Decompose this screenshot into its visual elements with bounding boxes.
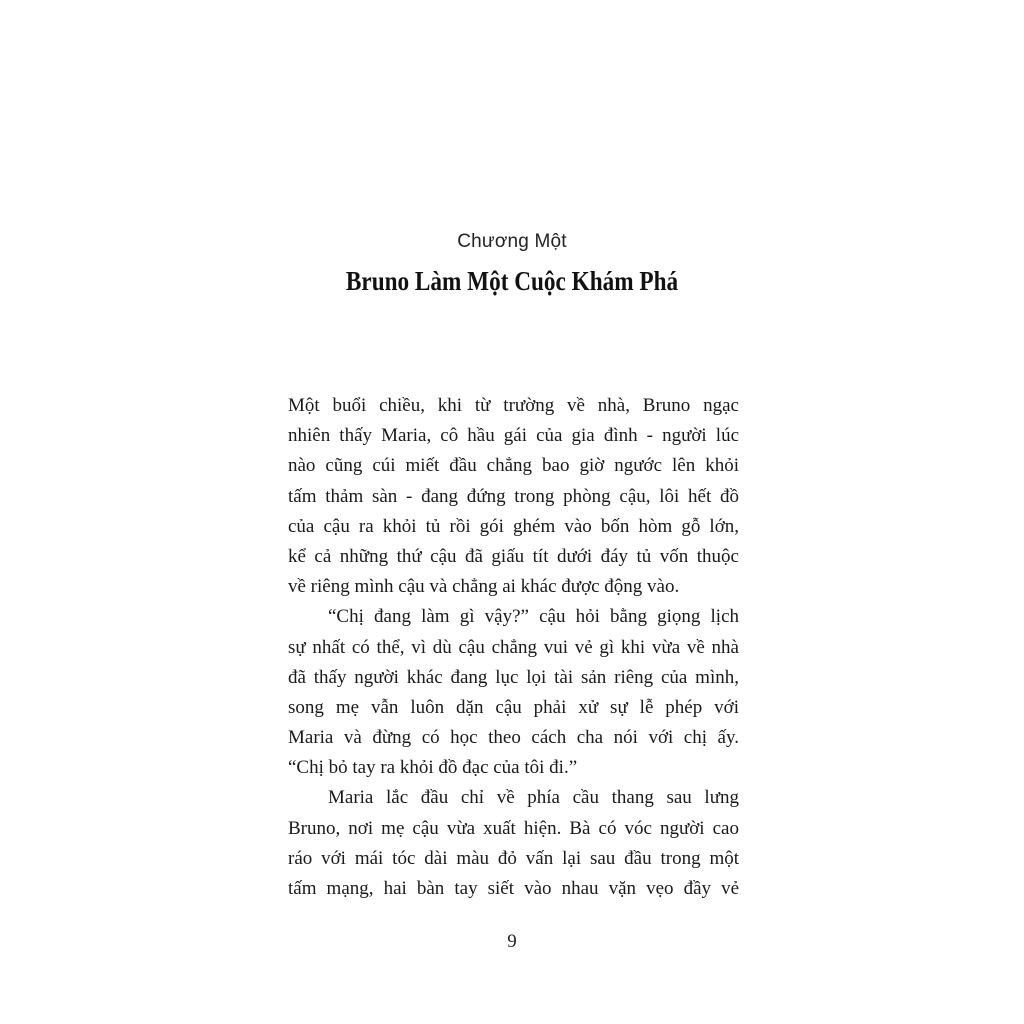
text-line: đã thấy người khác đang lục lọi tài sản riêng của mình, <box>288 666 739 688</box>
text-line: về riêng mình cậu và chẳng ai khác được động vào. <box>288 576 680 598</box>
text-line: sự nhất có thể, vì dù cậu chẳng vui vẻ gì khi vừa về nhà <box>288 636 739 658</box>
page-number: 9 <box>507 931 517 952</box>
chapter-title: Bruno Làm Một Cuộc Khám Phá <box>345 266 679 296</box>
text-line: song mẹ vẫn luôn dặn cậu phải xử sự lễ phép với <box>288 696 739 718</box>
body-text <box>288 391 739 904</box>
text-line: tấm mạng, hai bàn tay siết vào nhau vặn vẹo đầy vẻ <box>288 878 739 899</box>
text-line: kể cả những thứ cậu đã giấu tít dưới đáy tủ vốn thuộc <box>288 545 739 567</box>
text-line: nhiên thấy Maria, cô hầu gái của gia đình - người lúc <box>288 425 739 447</box>
text-line: Maria lắc đầu chỉ về phía cầu thang sau lưng <box>328 787 739 809</box>
text-line: của cậu ra khỏi tủ rồi gói ghém vào bốn hòm gỗ lớn, <box>288 515 739 537</box>
text-line: Một buổi chiều, khi từ trường về nhà, Bruno ngạc <box>288 395 739 416</box>
text-line: “Chị đang làm gì vậy?” cậu hỏi bằng giọng lịch <box>328 606 739 628</box>
text-line: nào cũng cúi miết đầu chẳng bao giờ ngước lên khỏi <box>288 455 739 477</box>
text-line: “Chị bỏ tay ra khỏi đồ đạc của tôi đi.” <box>288 757 578 779</box>
text-line: Bruno, nơi mẹ cậu vừa xuất hiện. Bà có vóc người cao <box>288 817 739 839</box>
text-line: tấm thảm sàn - đang đứng trong phòng cậu, lôi hết đồ <box>288 485 739 507</box>
text-line: ráo với mái tóc dài màu đỏ vấn lại sau đầu trong một <box>288 847 739 869</box>
chapter-label: Chương Một <box>457 231 567 252</box>
text-line: Maria và đừng có học theo cách cha nói với chị ấy. <box>288 727 739 749</box>
